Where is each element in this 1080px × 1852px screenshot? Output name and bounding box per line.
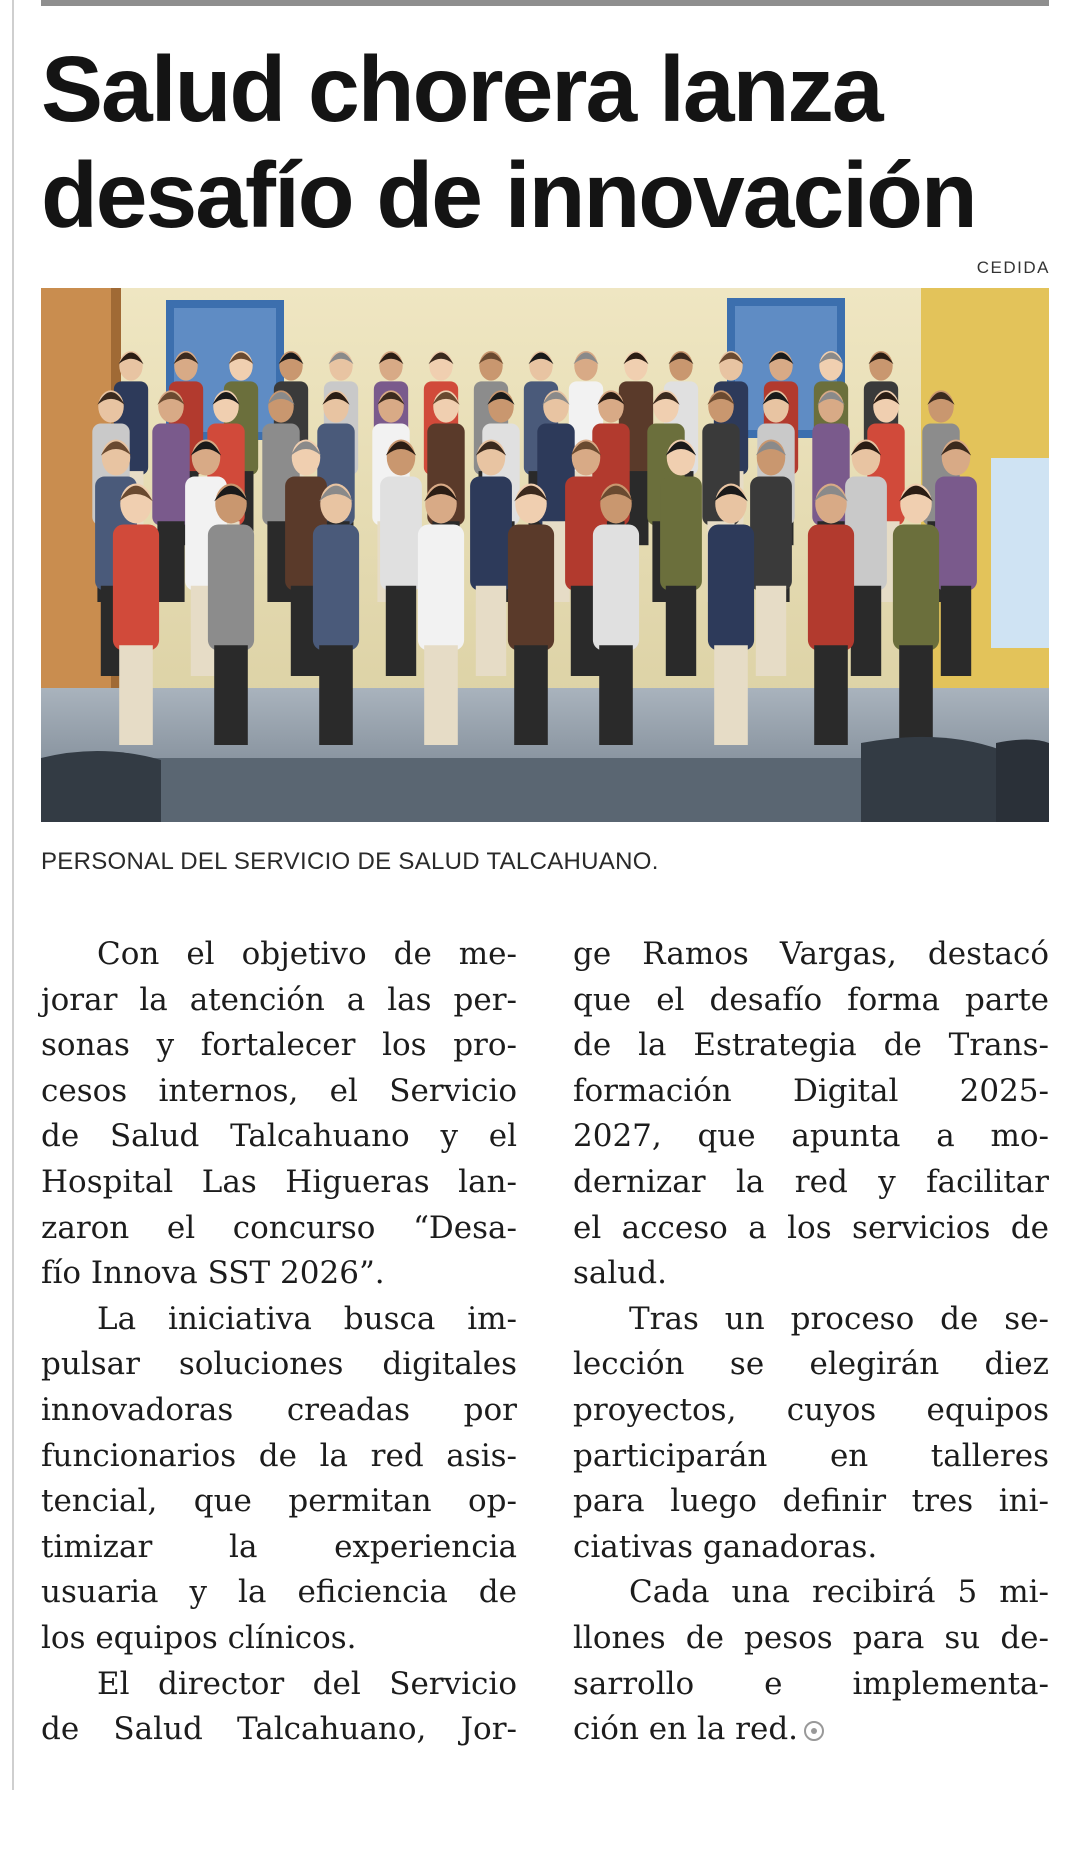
article-line: pulsar soluciones digitales bbox=[41, 1346, 517, 1383]
article-line: fío Innova SST 2026”. bbox=[41, 1255, 385, 1292]
article-line: los equipos clínicos. bbox=[41, 1619, 357, 1656]
photo-caption: PERSONAL DEL SERVICIO DE SALUD TALCAHUANO. bbox=[41, 848, 659, 875]
article-column-right bbox=[573, 932, 1049, 1753]
headline-line-2: desafío de innovación bbox=[41, 143, 976, 247]
article-line: llones de pesos para su de- bbox=[573, 1619, 1049, 1656]
article-line: funcionarios de la red asis- bbox=[41, 1437, 517, 1474]
person-legs bbox=[941, 586, 971, 676]
article-line: Cada una recibirá 5 mi- bbox=[629, 1574, 1049, 1611]
article-line: Con el objetivo de me- bbox=[97, 936, 517, 972]
group-photo bbox=[41, 288, 1049, 822]
person-body bbox=[593, 525, 639, 651]
article-line: sarrollo e implementa- bbox=[573, 1665, 1049, 1702]
people-group bbox=[92, 351, 977, 745]
person-body bbox=[935, 477, 977, 591]
person-body bbox=[750, 477, 792, 591]
person-body bbox=[893, 525, 939, 651]
person-legs bbox=[424, 645, 458, 745]
group-photo-illustration bbox=[41, 288, 1049, 822]
person-body bbox=[208, 525, 254, 651]
article-line: ciativas ganadoras. bbox=[573, 1528, 878, 1565]
article-column-left bbox=[41, 932, 517, 1753]
article-line: timizar la experiencia bbox=[41, 1528, 517, 1565]
article-line: salud. bbox=[573, 1255, 667, 1292]
person-legs bbox=[899, 645, 933, 745]
article-line: usuaria y la eficiencia de bbox=[41, 1574, 517, 1611]
person-body bbox=[808, 525, 854, 651]
person-legs bbox=[514, 645, 548, 745]
seat-right bbox=[861, 737, 1001, 822]
article-line: dernizar la red y facilitar bbox=[573, 1163, 1049, 1200]
article-line: participarán en talleres bbox=[573, 1437, 1049, 1474]
person-legs bbox=[756, 586, 786, 676]
article-line: de Salud Talcahuano y el bbox=[41, 1118, 517, 1155]
person-legs bbox=[214, 645, 248, 745]
person-legs bbox=[814, 645, 848, 745]
article-line: El director del Servicio bbox=[97, 1665, 517, 1702]
article-line: zaron el concurso “Desa- bbox=[41, 1209, 517, 1246]
headline-line-1: Salud chorera lanza bbox=[41, 37, 882, 141]
article-line: formación Digital 2025- bbox=[573, 1072, 1049, 1109]
article-line: para luego definir tres ini- bbox=[573, 1483, 1049, 1520]
person-body bbox=[380, 477, 422, 591]
article-line: tencial, que permitan op- bbox=[41, 1483, 517, 1520]
article-line: cesos internos, el Servicio bbox=[41, 1072, 517, 1109]
person-legs bbox=[851, 586, 881, 676]
article-line: lección se elegirán diez bbox=[573, 1346, 1049, 1383]
person-body bbox=[113, 525, 159, 651]
person-legs bbox=[119, 645, 153, 745]
seat-left bbox=[41, 751, 161, 822]
end-of-article-icon bbox=[804, 1721, 824, 1741]
person-legs bbox=[666, 586, 696, 676]
person-body bbox=[508, 525, 554, 651]
person-body bbox=[470, 477, 512, 591]
article-line: que el desafío forma parte bbox=[573, 981, 1049, 1018]
person-legs bbox=[714, 645, 748, 745]
person-legs bbox=[476, 586, 506, 676]
right-easel bbox=[991, 458, 1049, 648]
top-rule bbox=[41, 0, 1049, 6]
margin-rule bbox=[12, 0, 14, 1790]
person-legs bbox=[319, 645, 353, 745]
article-line: el acceso a los servicios de bbox=[573, 1209, 1049, 1246]
article-line: ción en la red. bbox=[573, 1707, 1049, 1753]
person-body bbox=[660, 477, 702, 591]
photo-credit: CEDIDA bbox=[976, 258, 1050, 277]
person-legs bbox=[386, 586, 416, 676]
person-body bbox=[152, 424, 189, 526]
article-line: Tras un proceso de se- bbox=[629, 1300, 1049, 1337]
article-line: sonas y fortalecer los pro- bbox=[41, 1027, 517, 1064]
article-line: La iniciativa busca im- bbox=[97, 1300, 517, 1337]
person-legs bbox=[599, 645, 633, 745]
article-line: Hospital Las Higueras lan- bbox=[41, 1163, 517, 1200]
article-line: ge Ramos Vargas, destacó bbox=[573, 936, 1049, 972]
person-legs bbox=[157, 521, 184, 602]
article-line: de la Estrategia de Trans- bbox=[573, 1027, 1049, 1064]
person-body bbox=[418, 525, 464, 651]
person-body bbox=[708, 525, 754, 651]
headline bbox=[41, 36, 1051, 248]
article-line: de Salud Talcahuano, Jor- bbox=[41, 1711, 517, 1748]
article-line: proyectos, cuyos equipos bbox=[573, 1391, 1049, 1428]
article-line: 2027, que apunta a mo- bbox=[573, 1118, 1049, 1155]
person-body bbox=[313, 525, 359, 651]
article-line: jorar la atención a las per- bbox=[41, 981, 517, 1018]
article-line: innovadoras creadas por bbox=[41, 1391, 517, 1428]
